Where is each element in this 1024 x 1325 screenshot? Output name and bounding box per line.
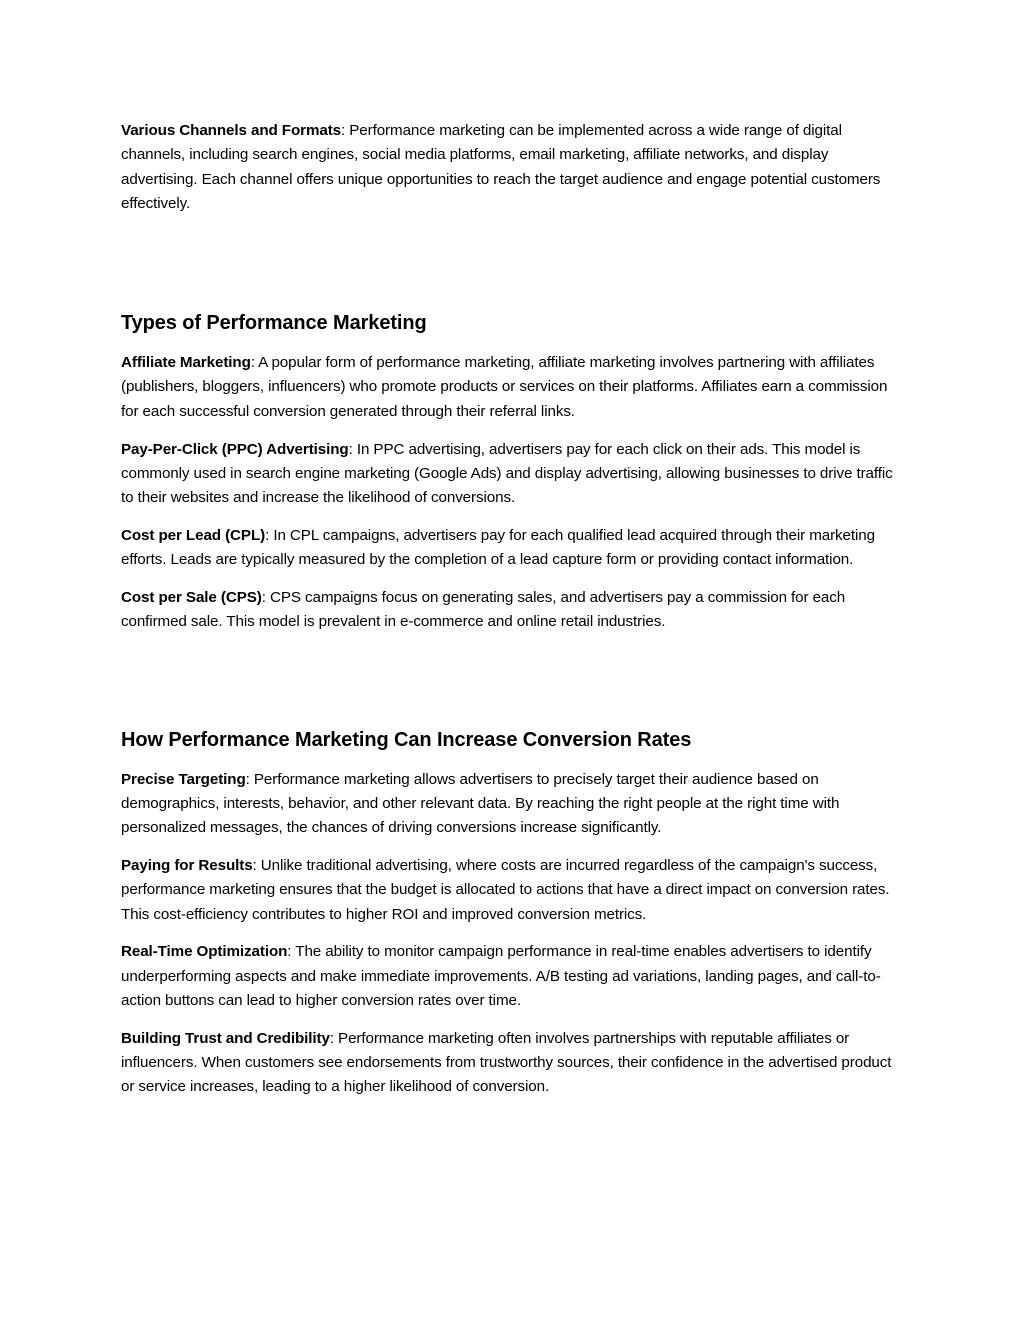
paragraph-term: Paying for Results xyxy=(121,857,253,875)
paragraph-text: : Performance marketing can be implemented across a wide range of digital channels, including search engines, social media platforms, email marketing, affiliate networks, and display advertising. Each channel offers unique opportunities to reach the target audience and engage potential customers effectively. xyxy=(121,122,881,212)
paragraph-cost-per-lead xyxy=(121,524,903,573)
paragraph-term: Cost per Lead (CPL) xyxy=(121,526,266,544)
paragraph-affiliate-marketing xyxy=(121,351,903,424)
paragraph-building-trust xyxy=(121,1027,903,1100)
section-heading-conversion-rates: How Performance Marketing Can Increase Conversion Rates xyxy=(121,728,692,751)
document-body xyxy=(121,119,903,1100)
paragraph-term: Real-Time Optimization xyxy=(121,943,288,961)
paragraph-cost-per-sale xyxy=(121,586,903,635)
paragraph-text: : Performance marketing often involves partnerships with reputable affiliates or influencers. When customers see endorsements from trustworthy sources, their confidence in the advertised product or service increases, leading to a higher likelihood of conversion. xyxy=(121,1029,892,1096)
paragraph-text: : The ability to monitor campaign performance in real-time enables advertisers to identify underperforming aspects and make immediate improvements. A/B testing ad variations, landing pages, and call-to-action buttons can lead to higher conversion rates over time. xyxy=(121,943,881,1010)
section-heading-types: Types of Performance Marketing xyxy=(121,312,427,335)
paragraph-text: : In PPC advertising, advertisers pay for each click on their ads. This model is commonly used in search engine marketing (Google Ads) and display advertising, allowing businesses to drive traffic to their websites and increase the likelihood of conversions. xyxy=(121,440,893,507)
paragraph-text: : CPS campaigns focus on generating sales, and advertisers pay a commission for each confirmed sale. This model is prevalent in e-commerce and online retail industries. xyxy=(121,589,846,631)
intro-paragraph xyxy=(121,119,903,216)
paragraph-term: Various Channels and Formats xyxy=(121,122,342,139)
paragraph-text: : Performance marketing allows advertisers to precisely target their audience based on demographics, interests, behavior, and other relevant data. By reaching the right people at the right time with personalized messages, the chances of driving conversions increase significantly. xyxy=(121,770,840,837)
paragraph-precise-targeting xyxy=(121,768,903,841)
paragraph-ppc-advertising xyxy=(121,438,903,511)
paragraph-term: Affiliate Marketing xyxy=(121,354,251,372)
paragraph-paying-for-results xyxy=(121,854,903,927)
paragraph-term: Building Trust and Credibility xyxy=(121,1029,330,1047)
paragraph-term: Pay-Per-Click (PPC) Advertising xyxy=(121,440,349,458)
paragraph-term: Precise Targeting xyxy=(121,770,246,788)
paragraph-text: : Unlike traditional advertising, where costs are incurred regardless of the campaign's success, performance marketing ensures that the budget is allocated to actions that have a direct impact on conversion rates. This cost-efficiency contributes to higher ROI and improved conversion metrics. xyxy=(121,857,890,923)
paragraph-text: : In CPL campaigns, advertisers pay for each qualified lead acquired through their marketing efforts. Leads are typically measured by the completion of a lead capture form or providing contact information. xyxy=(121,526,875,569)
paragraph-term: Cost per Sale (CPS) xyxy=(121,589,262,607)
paragraph-real-time-optimization xyxy=(121,940,903,1013)
paragraph-text: : A popular form of performance marketing, affiliate marketing involves partnering with affiliates (publishers, bloggers, influencers) who promote products or services on their platforms. Affiliates earn a commission for each successful conversion generated through their referral links. xyxy=(121,354,888,420)
